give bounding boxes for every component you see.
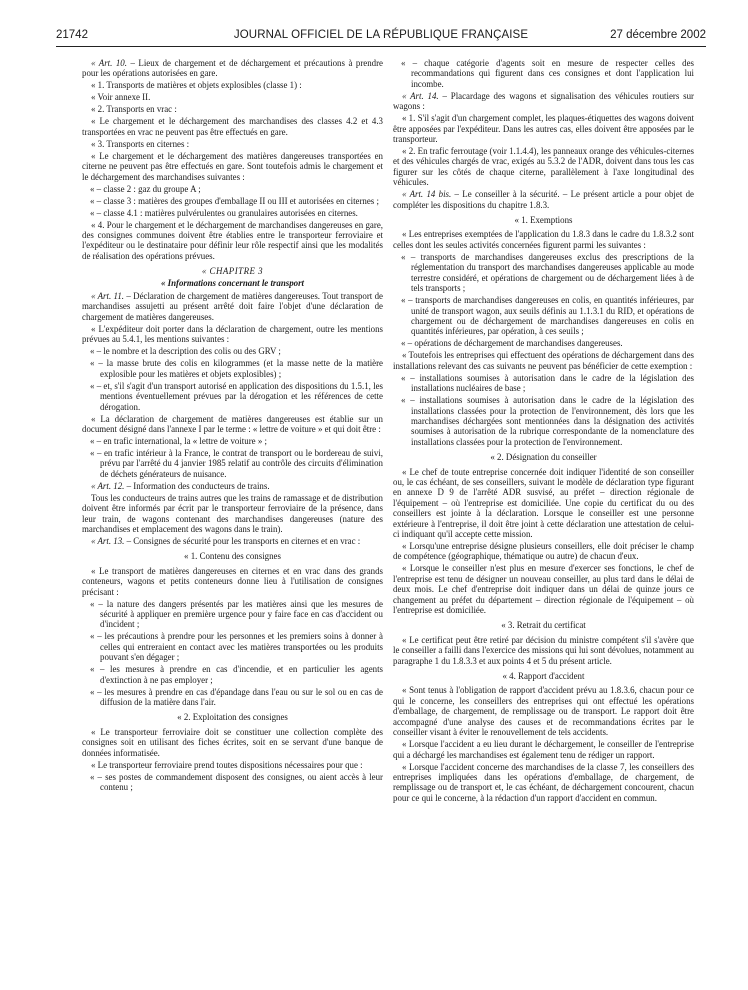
list-item [82,208,383,218]
paragraph [393,113,694,144]
journal-title: JOURNAL OFFICIEL DE LA RÉPUBLIQUE FRANÇAISE [233,29,529,41]
paragraph [82,116,383,137]
list-item [82,196,383,206]
paragraph-text: « Les entreprises exemptées de l'application du 1.8.3 dans le cadre du 1.8.3.2 sont celles dont les seules activités concernées figurent parmi les suivantes : [393,229,694,250]
paragraph-text: « – transports de marchandises dangereuses en colis, en quantités inférieures, par unité de transport wagon, aux seuils définis au 1.1.3.1 du RID, et opérations de chargement ou de déchargement de marchandises dangereuses en colis en quantités inférieures, par opération, à ces seuils ; [401,295,694,337]
paragraph-text: « 4. Rapport d'accident [502,671,585,682]
paragraph-text: « 1. Transports de matières et objets explosibles (classe 1) : [91,80,302,91]
section-heading [82,551,383,561]
paragraph [82,104,383,114]
paragraph-text: « Le transporteur ferroviaire doit se constituer une collection complète des consignes soit en utilisant des fiches écrites, soit en se servant d'une banque de données informatisée. [82,726,383,758]
paragraph [82,493,383,535]
section-heading [393,671,694,681]
paragraph-text: « Informations concernant le transport [160,277,304,288]
paragraph-text: « Le chargement et le déchargement des marchandises des classes 4.2 et 4.3 transportées en vrac ne peuvent pas être effectués en gare. [82,116,383,137]
paragraph-text: « – transports de marchandises dangereuses exclus des prescriptions de la réglementation du transport des marchandises dangereuses applicable au mode terrestre considéré, et opérations de chargement ou de déchargement liées à de tels transports ; [401,251,694,294]
page-header [56,24,706,47]
paragraph-text: « 2. Transports en vrac : [91,104,177,115]
paragraph-text: « – opérations de déchargement de marchandises dangereuses. [401,338,623,349]
paragraph-text: « Le certificat peut être retiré par décision du ministre compétent s'il s'avère que le conseiller a failli dans l'exercice des missions qui lui sont dévolues, notamment au paragraphe 1 du 1.8.3.3 et aux points 4 et 5 du présent article. [393,634,694,666]
paragraph-text: « 2. En trafic ferroutage (voir 1.1.4.4), les panneaux orange des véhicules-citernes et des véhicules chargés de vrac, exigés au 5.3.2 de l'ADR, doivent dans tous les cas figurer sur les côtés de chaque citerne, parallèlement à l'axe longitudinal des véhicules. [393,146,694,188]
paragraph-text: « CHAPITRE 3 [201,266,264,277]
paragraph [82,536,383,546]
paragraph-text: « – classe 2 : gaz du groupe A ; [90,183,201,194]
list-item [82,631,383,662]
chapter-heading [82,266,383,276]
list-item [393,58,694,89]
paragraph-text: « 1. Exemptions [514,215,573,226]
paragraph-text: « 4. Pour le chargement et le déchargement de marchandises dangereuses en gare, des consignes communes doivent être établies entre le transporteur ferroviaire et l'expéditeur ou le destinataire pour définir leur rôle respectif ainsi que les modalités de réalisation des opérations prévues. [82,219,383,261]
paragraph-text: « Sont tenus à l'obligation de rapport d'accident prévu au 1.8.3.6, chacun pour ce qui le concerne, les conseillers des entreprises qui ont effectué les opérations d'emballage, de chargement, de remplissage ou de transport. Le rapport doit être accompagné d'une analyse des causes et de recommandations écrites par le conseiller visant à éviter le renouvellement de tels accidents. [393,685,694,738]
list-item [393,252,694,294]
paragraph-text: « – installations soumises à autorisation dans le cadre de la législation des installations nucléaires de base ; [401,372,694,394]
article-label: « Art. 14 bis. [402,189,452,200]
paragraph-text: « – et, s'il s'agit d'un transport autorisé en application des dispositions du 1.5.1, les mentions éventuellement prévues par la dérogation et les références de cette dérogation. [90,380,383,412]
article-label: « Art. 12. [91,480,125,491]
paragraph [393,739,694,760]
paragraph [82,414,383,435]
paragraph-text: – Consignes de sécurité pour les transports en citernes et en vrac : [124,535,361,546]
paragraph-text: « L'expéditeur doit porter dans la déclaration de chargement, outre les mentions prévues au 5.4.1, les mentions suivantes : [82,323,383,345]
paragraph-text: – Lieux de chargement et de déchargement et précautions à prendre pour les opérations autorisées en gare. [82,58,383,79]
paragraph [82,80,383,90]
paragraph-text: « Lorsque le conseiller n'est plus en mesure d'exercer ses fonctions, le chef de l'entreprise est tenu de désigner un nouveau conseiller, au plus tard dans le délai de deux mois. Le chef d'entreprise doit indiquer dans un délai de quinze jours ce changement au préfet du département – direction régionale de l'équipement – où l'entreprise est domiciliée. [393,563,694,616]
list-item [82,381,383,412]
paragraph-text: « Le chargement et le déchargement des matières dangereuses transportées en citerne ne peuvent pas être effectués en gare. Sont toutefois admis le chargement et le déchargement des marchandises suivantes : [82,150,383,182]
paragraph [82,151,383,182]
list-item [82,664,383,685]
paragraph-text: – Information des conducteurs de trains. [124,480,270,491]
paragraph-text: « 1. Contenu des consignes [184,551,281,562]
paragraph [82,760,383,770]
list-item [82,599,383,630]
paragraph-text: « – ses postes de commandement disposent des consignes, ou aient accès à leur contenu ; [90,771,383,793]
section-heading [393,620,694,630]
paragraph-text: « La déclaration de chargement de matières dangereuses est établie sur un document désigné dans l'annexe I par le terme : « lettre de voiture » et qui doit être : [82,413,383,434]
paragraph-text: « – les précautions à prendre pour les personnes et les premiers soins à donner à celles qui entreraient en contact avec les matières transportées ou les produits pouvant s'en dégager ; [90,631,383,663]
paragraph-text: Tous les conducteurs de trains autres que les trains de ramassage et de distribution doivent être informés par écrit par le transporteur ferroviaire de la présence, dans leur train, de wagons contenant des marchandises dangereuses (nature des marchandises et emplacement des wagons dans le train). [82,492,383,534]
list-item [82,772,383,793]
paragraph [393,541,694,562]
paragraph [82,727,383,758]
paragraph [82,139,383,149]
paragraph-text: « Le transporteur ferroviaire prend toutes dispositions nécessaires pour que : [91,759,363,770]
paragraph [82,324,383,345]
list-item [393,295,694,337]
publication-date: 27 décembre 2002 [610,29,706,41]
list-item [82,436,383,446]
paragraph-text: « Le transport de matières dangereuses en citernes et en vrac dans des grands conteneurs, wagons et petits conteneurs donne lieu à l'utilisation de consignes précisant : [82,565,383,597]
paragraph [393,91,694,112]
paragraph-text: « – installations soumises à autorisation dans le cadre de la législation des installations classées pour la protection de l'environnement, dès lors que les marchandises déchargées sont mentionnées dans la désignation des activités soumises à autorisation de la rubrique correspondante de la nomenclature des installations classées pour la protection de l'environnement. [401,395,694,447]
chapter-title [82,278,383,288]
paragraph-text: – Le conseiller à la sécurité. – Le présent article a pour objet de compléter les dispositions du chapitre 1.8.3. [393,189,694,210]
list-item [82,687,383,708]
article-label: « Art. 14. [402,90,439,101]
article-label: « Art. 10. [91,58,127,68]
paragraph-text: « – classe 3 : matières des groupes d'emballage II ou III et autorisées en citernes ; [90,195,379,206]
paragraph-text: – Déclaration de chargement de matières dangereuses. Tout transport de marchandises assujetti au présent arrêté doit faire l'objet d'une déclaration de chargement de matières dangereuses. [82,291,383,322]
paragraph-text: « – la masse brute des colis en kilogrammes (et la masse nette de la matière explosible pour les matières et objets explosibles) ; [90,358,383,379]
paragraph [82,58,383,79]
section-heading [82,712,383,722]
paragraph [393,229,694,250]
paragraph [393,467,694,540]
article-label: « Art. 11. [91,291,124,302]
paragraph-text: « Toutefois les entreprises qui effectuent des opérations de déchargement dans des installations relevant des cas suivants ne peuvent pas bénéficier de cette exemption : [393,350,694,371]
list-item [82,358,383,379]
paragraph-text: « – chaque catégorie d'agents soit en mesure de respecter celles des recommandations qui figurent dans ces consignes et dont l'application lui incombe. [401,58,694,89]
paragraph [393,635,694,666]
paragraph-text: « Lorsque l'accident a eu lieu durant le déchargement, le conseiller de l'entreprise qui a déchargé les marchandises est également tenu de rédiger un rapport. [393,739,694,760]
paragraph-text: « 1. S'il s'agit d'un chargement complet, les plaques-étiquettes des wagons doivent être apposées par l'expéditeur. Dans les autres cas, elles doivent être apposées par le transporteur. [393,113,694,145]
paragraph [82,92,383,102]
paragraph-text: « – classe 4.1 : matières pulvérulentes ou granulaires autorisées en citernes. [90,207,358,218]
section-heading [393,452,694,462]
right-column [393,58,694,805]
list-item [393,338,694,348]
paragraph [82,566,383,597]
section-heading [393,215,694,225]
paragraph-text: « 3. Retrait du certificat [501,620,586,631]
paragraph-text: « – le nombre et la description des colis ou des GRV ; [90,346,281,357]
list-item [82,184,383,194]
paragraph-text: – Placardage des wagons et signalisation des véhicules routiers sur wagons : [393,90,694,112]
paragraph [393,685,694,737]
paragraph [393,563,694,615]
paragraph-text: « 3. Transports en citernes : [91,138,190,149]
paragraph-text: « Le chef de toute entreprise concernée doit indiquer l'identité de son conseiller ou, le cas échéant, de ses conseillers, suivant le modèle de déclaration type figurant en annexe D 9 de l'arrêté ADR susvisé, au préfet – direction régionale de l'équipement – où l'entreprise est domiciliée. Une copie du certificat du ou des conseillers est jointe à la déclaration. Lorsque le conseiller est une personne extérieure à l'entreprise, il doit être joint à cette déclaration une attestation de celui-ci indiquant qu'il accepte cette mission. [393,466,694,539]
list-item [82,346,383,356]
list-item [82,448,383,479]
paragraph-text: « 2. Exploitation des consignes [177,712,288,723]
paragraph [393,146,694,188]
paragraph [393,762,694,804]
list-item [393,373,694,394]
list-item [393,395,694,447]
paragraph-text: « – en trafic intérieur à la France, le contrat de transport ou le bordereau de suivi, prévu par l'arrêté du 4 janvier 1985 relatif au contrôle des circuits d'élimination de déchets générateurs de nuisance. [90,447,383,479]
paragraph-text: « Lorsqu'une entreprise désigne plusieurs conseillers, elle doit préciser le champ de compétence (géographique, thématique ou autre) de chacun d'eux. [393,541,694,562]
paragraph-text: « Voir annexe II. [91,92,151,103]
paragraph-text: « – la nature des dangers présentés par les matières ainsi que les mesures de sécurité à appliquer en première urgence pour y faire face en cas d'accident ou d'incident ; [90,598,383,630]
left-column [82,58,383,794]
article-label: « Art. 13. [91,535,125,546]
paragraph [82,291,383,322]
page-number: 21742 [56,29,88,41]
paragraph [393,189,694,210]
paragraph-text: « – en trafic international, la « lettre de voiture » ; [90,435,267,446]
paragraph-text: « 2. Désignation du conseiller [490,452,597,463]
paragraph-text: « Lorsque l'accident concerne des marchandises de la classe 7, les conseillers des entreprises impliquées dans les opérations d'emballage, de chargement, de remplissage ou de transport et, le cas échéant, de déchargement concourent, chacun pour ce qui le concerne, à la rédaction d'un rapport d'accident en commun. [393,761,694,803]
paragraph-text: « – les mesures à prendre en cas d'incendie, et en particulier les agents d'extinction à ne pas employer ; [90,664,383,685]
paragraph [82,220,383,262]
paragraph [393,350,694,371]
paragraph [82,481,383,491]
paragraph-text: « – les mesures à prendre en cas d'épandage dans l'eau ou sur le sol ou en cas de diffusion de la matière dans l'air. [90,686,383,707]
